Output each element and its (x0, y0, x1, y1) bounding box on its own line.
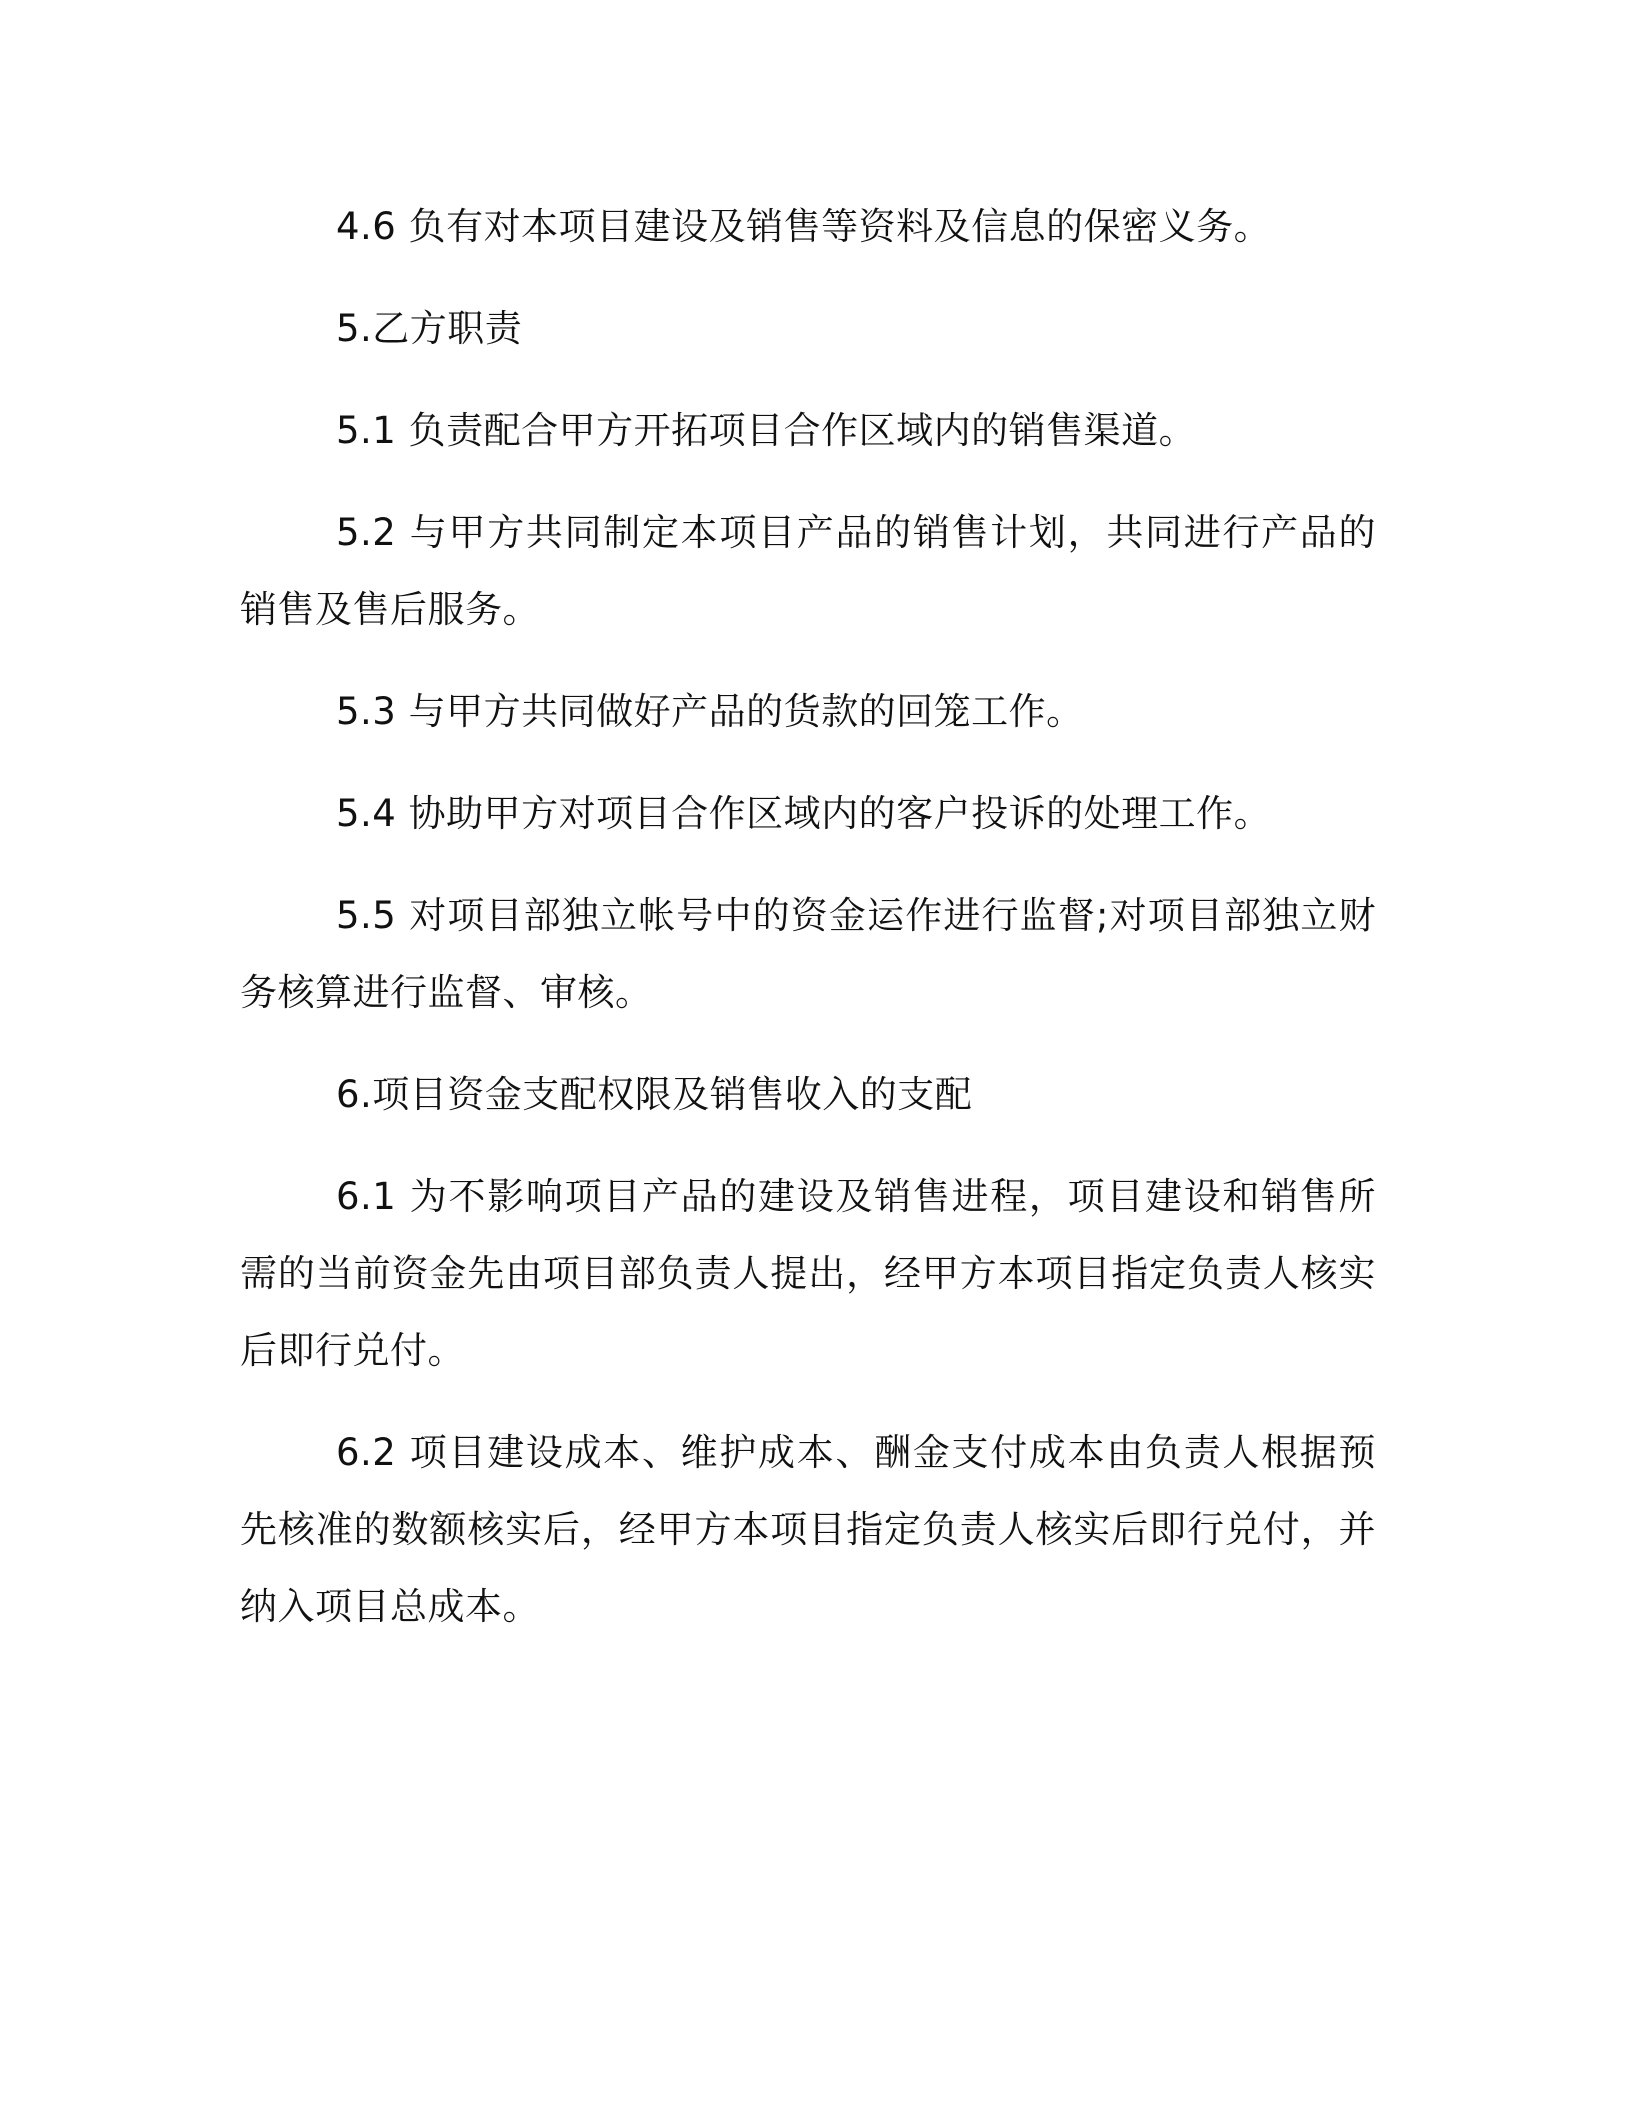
section-6-heading: 6.项目资金支配权限及销售收入的支配 (336, 1073, 973, 1116)
clause-5-1: 5.1 负责配合甲方开拓项目合作区域内的销售渠道。 (336, 409, 1197, 452)
section-5-heading: 5.乙方职责 (336, 307, 523, 350)
document-body (240, 188, 1376, 1645)
clause-5-5: 5.5 对项目部独立帐号中的资金运作进行监督;对项目部独立财务核算进行监督、审核。 (240, 894, 1376, 1014)
clause-5-3: 5.3 与甲方共同做好产品的货款的回笼工作。 (336, 690, 1084, 733)
clause-4-6: 4.6 负有对本项目建设及销售等资料及信息的保密义务。 (336, 205, 1272, 248)
clause-6-2: 6.2 项目建设成本、维护成本、酬金支付成本由负责人根据预先核准的数额核实后，经甲方本项目指定负责人核实后即行兑付，并纳入项目总成本。 (240, 1431, 1376, 1628)
clause-5-2: 5.2 与甲方共同制定本项目产品的销售计划，共同进行产品的销售及售后服务。 (240, 511, 1376, 631)
clause-6-1: 6.1 为不影响项目产品的建设及销售进程，项目建设和销售所需的当前资金先由项目部负责人提出，经甲方本项目指定负责人核实后即行兑付。 (240, 1175, 1376, 1372)
clause-5-4: 5.4 协助甲方对项目合作区域内的客户投诉的处理工作。 (336, 792, 1272, 835)
